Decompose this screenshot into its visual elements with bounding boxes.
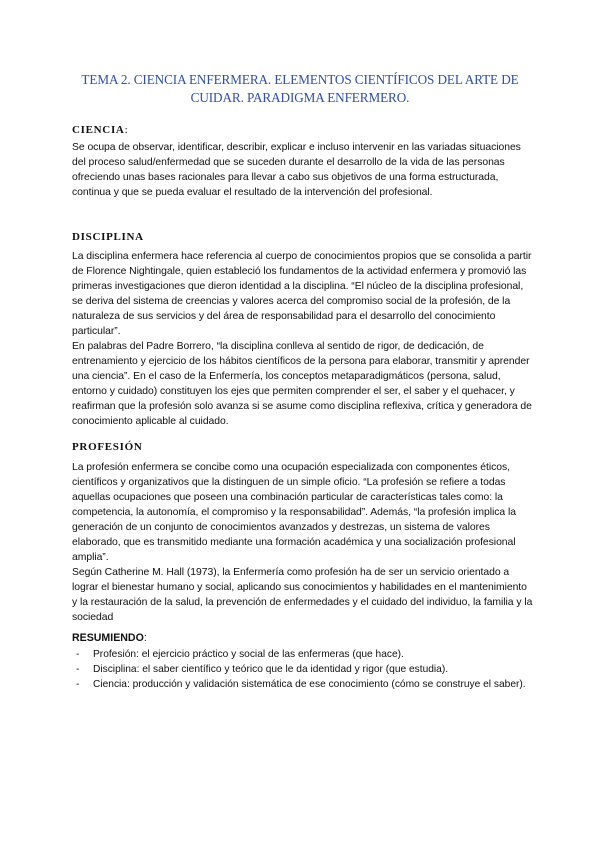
paragraph: La disciplina enfermera hace referencia al cuerpo de conocimientos propios que se consolida a partir de Florence Nightingale, quien estableció los fundamentos de la actividad enfermera y promovió las primeras investigaciones que dieron identidad a la disciplina. “El núcleo de la disciplina profesional, se deriva del sistema de creencias y valores acerca del compromiso social de la profesión, de la naturaleza de sus servicios y del área de responsabilidad para el desarrollo del conocimiento particular”. [72,251,532,337]
page-title: TEMA 2. CIENCIA ENFERMERA. ELEMENTOS CIENTÍFICOS DEL ARTE DE CUIDAR. PARADIGMA ENFERMERO. [81,72,519,105]
list-item: - Profesión: el ejercicio práctico y social de las enfermeras (que hace). [76,649,404,660]
paragraph: Según Catherine M. Hall (1973), la Enfermería como profesión ha de ser un servicio orientado a lograr el bienestar humano y social, aplicando sus conocimientos y habilidades en el mantenimiento y la restauración de la salud, la prevención de enfermedades y el cuidado del individuo, la familia y la sociedad [72,567,533,623]
summary-list [72,647,532,692]
paragraph: La profesión enfermera se concibe como una ocupación especializada con componentes éticos, científicos y organizativos que la distinguen de un simple oficio. “La profesión se refiere a todas aquellas ocupaciones que poseen una combinación particular de características tales como: la competencia, la autonomía, el compromiso y la responsabilidad”. Además, “la profesión implica la generación de un conjunto de conocimientos avanzados y destrezas, un sistema de valores elaborado, que es transmitido mediante una formación académica y una socialización profesional amplia”. [72,462,516,563]
section-body-profesion [72,460,534,625]
section-heading-ciencia: CIENCIA: [72,124,129,136]
section-heading-resumiendo: RESUMIENDO: [72,632,147,644]
paragraph: En palabras del Padre Borrero, “la disciplina conlleva al sentido de rigor, de dedicación, de entrenamiento y ejercicio de los hábitos científicos de la persona para elaborar, transmitir y aprender una ciencia”. En el caso de la Enfermería, los conceptos metaparadigmáticos (persona, salud, entorno y cuidado) constituyen los ejes que permiten comprender el ser, el saber y el quehacer, y reafirman que la profesión solo avanza si se asume como disciplina reflexiva, crítica y generadora de conocimiento aplicable al cuidado. [72,341,532,427]
section-body-ciencia [72,140,534,200]
section-heading-disciplina: DISCIPLINA [72,231,144,243]
list-item: - Disciplina: el saber científico y teórico que le da identidad y rigor (que estudia). [76,664,449,675]
section-heading-profesion: PROFESIÓN [72,441,143,453]
section-body-disciplina [72,249,534,429]
list-item: - Ciencia: producción y validación sistemática de ese conocimiento (cómo se construye el saber). [76,679,526,690]
paragraph: Se ocupa de observar, identificar, describir, explicar e incluso intervenir en las variadas situaciones del proceso salud/enfermedad que se suceden durante el desarrollo de la vida de las personas ofreciendo unas bases racionales para llevar a cabo sus objetivos de una forma estructurada, continua y que se pueda evaluar el resultado de la intervención del profesional. [72,142,521,198]
